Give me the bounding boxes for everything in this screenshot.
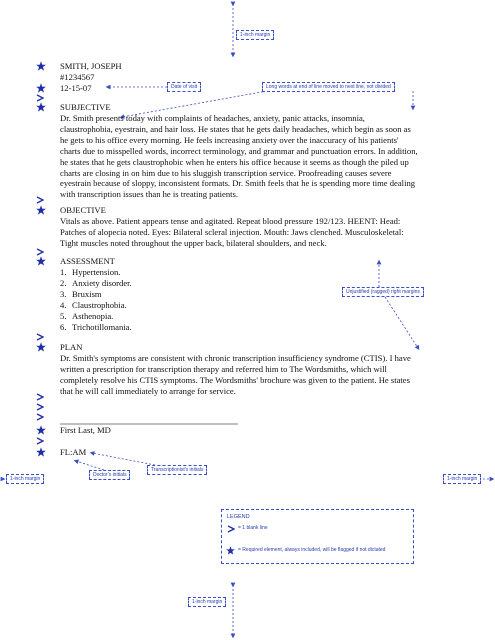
plan-line: completely resolve his CTIS symptoms. The Wordsmiths' brochure was given to the patient. He states [60, 374, 410, 385]
bottom-margin-label: 1-inch margin [188, 597, 226, 607]
blank-line-chevron-icon [37, 394, 43, 400]
required-star-icon [226, 546, 235, 555]
list-item [60, 311, 132, 322]
signature-initials: FL:AM [60, 447, 87, 457]
list-item [60, 300, 132, 311]
list-item [60, 267, 132, 278]
plan-body [60, 353, 442, 397]
subjective-line: charts due to misspelled words, incorrect terminology, and grammar and punctuation errors. In addition, [60, 145, 418, 156]
doctor-initials-arrow [76, 461, 104, 470]
legend-title: LEGEND [227, 514, 250, 520]
blank-line-chevron-icon [227, 525, 235, 533]
list-number: 5. [60, 310, 67, 321]
transcriptionist-initials-label: Transcriptionist's initials [147, 465, 207, 475]
patient-id: #1234567 [60, 72, 95, 82]
legend-blank-line-text: = 1 blank line [238, 525, 268, 531]
subjective-heading: SUBJECTIVE [60, 102, 111, 112]
subjective-line: he states that he gets claustrophobic when he enters his office because it seems as though the piled up [60, 156, 409, 167]
plan-line: that he will call immediately to arrange for service. [60, 385, 236, 396]
list-item [60, 322, 132, 333]
list-number: 3. [60, 288, 67, 299]
required-star-icon [36, 425, 46, 434]
blank-line-chevron-icon [37, 414, 43, 420]
objective-line: Vitals as above. Patient appears tense and agitated. Repeat blood pressure 192/123. HEENT: Head: [60, 216, 401, 226]
signature-name: First Last, MD [60, 425, 111, 435]
subjective-line: he gets to his office every morning. He feels increasing anxiety over the inaccuracy of his patients' [60, 134, 399, 145]
ragged-margin-label: Unjustified (ragged) right margins [342, 287, 424, 297]
blank-line-chevron-icon [37, 95, 43, 101]
ragged-margin-arrow [385, 297, 418, 348]
subjective-line: claustrophobia, eyestrain, and hair loss. He states that he gets daily headaches, which begin as soon as [60, 123, 411, 134]
blank-line-chevron-icon [37, 404, 43, 410]
objective-body [60, 216, 442, 249]
required-star-icon [36, 447, 46, 456]
blank-line-chevron-icon [37, 249, 43, 255]
required-star-icon [36, 342, 46, 351]
blank-line-chevron-icon [37, 334, 43, 340]
doctor-initials-label: Doctor's initials [89, 470, 130, 480]
plan-line: written a prescription for transcription therapy and referred him to The Wordsmiths, which will [60, 363, 387, 374]
transcriptionist-initials-arrow [92, 453, 155, 465]
assessment-list [60, 267, 132, 332]
plan-heading: PLAN [60, 342, 83, 352]
right-margin-label: 1-inch margin [443, 474, 481, 484]
objective-line: Tight muscles noted throughout the upper back, bilateral shoulders, and neck. [60, 237, 327, 248]
list-text: Hypertension. [72, 267, 121, 277]
required-star-icon [36, 256, 46, 265]
list-text: Anxiety disorder. [72, 277, 132, 288]
blank-line-chevron-icon [37, 197, 43, 203]
list-number: 4. [60, 299, 67, 310]
list-number: 6. [60, 321, 67, 332]
list-item [60, 278, 132, 289]
list-item [60, 289, 132, 300]
subjective-line: charts are closing in on him due to his sluggish transcription service. Proofreading causes severe [60, 167, 392, 178]
long-words-label: Long words at end of line moved to next line, not divided [262, 82, 395, 92]
subjective-body [60, 113, 442, 200]
visit-date: 12-15-07 [60, 83, 92, 93]
date-of-visit-label: Date of visit [167, 82, 201, 92]
blank-line-chevron-icon [37, 438, 43, 444]
required-star-icon [36, 102, 46, 111]
subjective-line: Dr. Smith presents today with complaints of headaches, anxiety, panic attacks, insomnia, [60, 113, 365, 123]
list-text: Trichotillomania. [72, 321, 132, 332]
assessment-heading: ASSESSMENT [60, 256, 115, 266]
objective-heading: OBJECTIVE [60, 205, 106, 215]
required-star-icon [36, 83, 46, 92]
list-text: Asthenopia. [72, 310, 114, 321]
list-number: 1. [60, 267, 67, 277]
legend-required-text: = Required element, always included, will be flagged if not dictated [238, 547, 386, 553]
objective-line: Patches of alopecia noted. Eyes: Bilateral scleral injection. Mouth: Jaws clenched. Musculoskeletal: [60, 226, 404, 237]
legend-box [221, 509, 414, 564]
list-text: Claustrophobia. [72, 299, 127, 310]
subjective-line: eyestrain because of sloppy, inconsistent formats. Dr. Smith feels that he is spending more time dealing [60, 178, 416, 189]
patient-name: SMITH, JOSEPH [60, 61, 122, 71]
list-text: Bruxism [72, 288, 102, 299]
required-star-icon [36, 205, 46, 214]
list-number: 2. [60, 277, 67, 288]
left-margin-label: 1-inch margin [6, 474, 44, 484]
plan-line: Dr. Smith's symptoms are consistent with chronic transcription insufficiency syndrome (CTIS). I have [60, 353, 411, 363]
required-star-icon [36, 61, 46, 70]
subjective-line: with transcription issues than he is treating patients. [60, 189, 239, 200]
top-margin-label: 1-inch margin [236, 30, 274, 40]
